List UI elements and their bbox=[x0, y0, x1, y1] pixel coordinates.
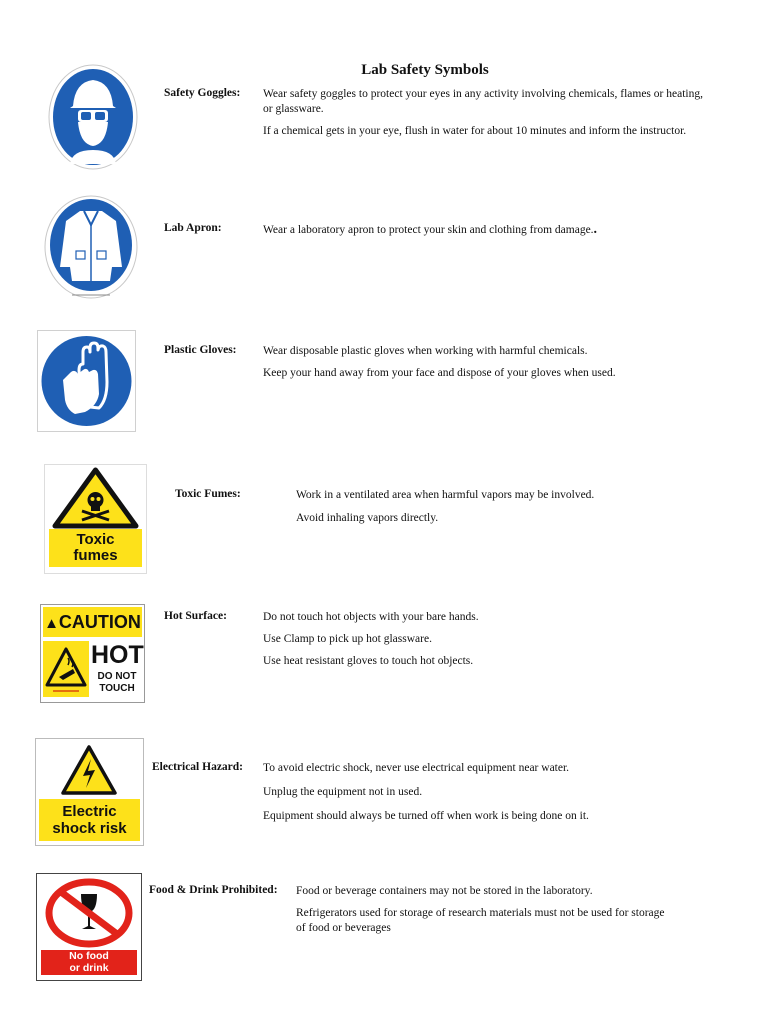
electric-shock-sign-line-1: Electric bbox=[62, 803, 117, 820]
plastic-gloves-line-2: Keep your hand away from your face and dispose of your gloves when used. bbox=[263, 367, 616, 379]
electric-shock-sign-label bbox=[39, 799, 140, 841]
toxic-fumes-line-2: Avoid inhaling vapors directly. bbox=[296, 512, 439, 524]
toxic-fumes-sign bbox=[44, 464, 147, 574]
lab-apron-period: . bbox=[593, 222, 598, 237]
toxic-fumes-sign-line-2: fumes bbox=[73, 547, 118, 564]
caution-triangle-icon: ▲ bbox=[44, 615, 59, 632]
section-label-safety-goggles: Safety Goggles: bbox=[164, 87, 241, 99]
hot-surface-line-2: Use Clamp to pick up hot glassware. bbox=[263, 633, 432, 645]
hot-surface-sign bbox=[40, 604, 145, 703]
caution-banner bbox=[43, 607, 142, 637]
hot-small-label bbox=[91, 671, 143, 695]
lab-apron-sign-icon bbox=[44, 195, 138, 299]
section-label-lab-apron: Lab Apron: bbox=[164, 222, 222, 234]
hot-small-line-2: TOUCH bbox=[99, 683, 135, 694]
food-drink-line-2: Refrigerators used for storage of research materials must not be used for storage of food or beverages bbox=[296, 907, 665, 934]
section-label-toxic-fumes: Toxic Fumes: bbox=[175, 488, 241, 500]
caution-label: CAUTION bbox=[58, 612, 141, 632]
no-food-drink-sign-label bbox=[41, 950, 137, 975]
hot-surface-line-1: Do not touch hot objects with your bare hands. bbox=[263, 611, 479, 623]
toxic-fumes-line-1: Work in a ventilated area when harmful vapors may be involved. bbox=[296, 489, 595, 501]
electrical-hazard-line-2: Unplug the equipment not in used. bbox=[263, 786, 423, 798]
lab-apron-line-1 bbox=[263, 222, 703, 238]
electric-shock-sign bbox=[35, 738, 144, 846]
safety-goggles-line-2: If a chemical gets in your eye, flush in water for about 10 minutes and inform the instructor. bbox=[263, 125, 687, 137]
electrical-hazard-line-3: Equipment should always be turned off when work is being done on it. bbox=[263, 810, 589, 822]
plastic-gloves-sign-icon bbox=[37, 330, 136, 432]
hot-hand-warning-icon bbox=[43, 641, 89, 697]
skull-warning-icon bbox=[52, 467, 139, 529]
electrical-hazard-line-1: To avoid electric shock, never use electrical equipment near water. bbox=[263, 762, 570, 774]
lightning-warning-icon bbox=[60, 744, 118, 796]
no-food-drink-sign-line-2: or drink bbox=[69, 961, 109, 974]
section-label-food-drink: Food & Drink Prohibited: bbox=[149, 884, 278, 896]
no-food-drink-sign-line-1: No food bbox=[69, 950, 109, 962]
hot-surface-line-3: Use heat resistant gloves to touch hot objects. bbox=[263, 655, 474, 667]
section-label-hot-surface: Hot Surface: bbox=[164, 610, 227, 622]
lab-apron-text: Wear a laboratory apron to protect your skin and clothing from damage. bbox=[263, 224, 594, 236]
toxic-fumes-sign-label bbox=[49, 529, 142, 567]
no-drink-prohibition-icon bbox=[44, 878, 134, 948]
page-title: Lab Safety Symbols bbox=[361, 62, 489, 78]
section-label-plastic-gloves: Plastic Gloves: bbox=[164, 344, 237, 356]
safety-goggles-line-1: Wear safety goggles to protect your eyes in any activity involving chemicals, flames or heating, or glassware. bbox=[263, 88, 703, 115]
no-food-drink-sign bbox=[36, 873, 142, 981]
plastic-gloves-line-1: Wear disposable plastic gloves when working with harmful chemicals. bbox=[263, 345, 588, 357]
hot-small-line-1: DO NOT bbox=[97, 671, 137, 682]
food-drink-line-1: Food or beverage containers may not be stored in the laboratory. bbox=[296, 885, 593, 897]
safety-goggles-sign-icon bbox=[48, 64, 138, 170]
toxic-fumes-sign-line-1: Toxic bbox=[76, 531, 115, 548]
section-label-electrical-hazard: Electrical Hazard: bbox=[152, 761, 244, 773]
hot-big-label: HOT bbox=[91, 641, 144, 669]
electric-shock-sign-line-2: shock risk bbox=[52, 820, 127, 837]
